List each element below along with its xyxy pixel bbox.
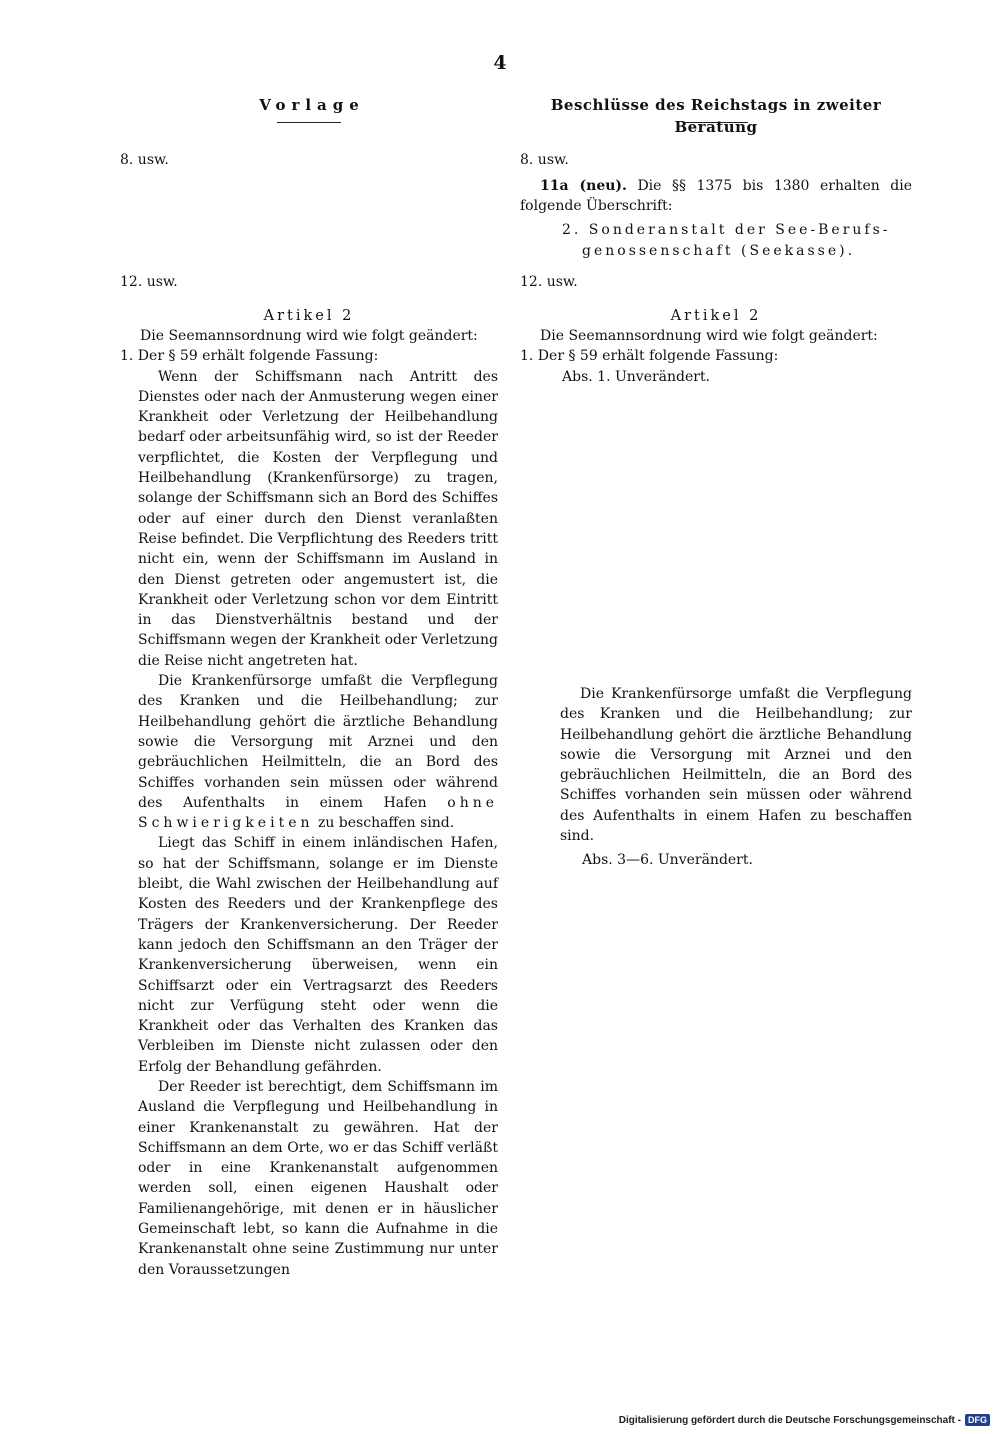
- paragraph-3-left: Liegt das Schiff in einem inländischen Hafen, so hat der Schiffsmann, solange er im Dienste bleibt, die Wahl zwischen der Heilbehandlung auf Kosten des Reeders und der Krankenpflege des Trägers der Krankenversicherung. Der Reeder kann jedoch den Schiffsmann an den Träger der Krankenversicherung überweisen, wenn ein Schiffsarzt oder ein Vertragsarzt des Reeders nicht zur Verfügung steht oder wenn die Krankheit oder das Verhalten des Kranken das Verbleiben im Dienste nicht zulassen oder den Erfolg der Behandlung gefährden.: [138, 835, 498, 1075]
- footer-text: Digitalisierung gefördert durch die Deutsche Forschungsgemeinschaft -: [618, 1414, 961, 1426]
- artikel-heading-left: Artikel 2: [263, 308, 355, 324]
- item-11a-label: 11a (neu).: [540, 178, 627, 194]
- page-number: 4: [493, 52, 507, 74]
- paragraph-1-left: Wenn der Schiffsmann nach Antritt des Dienstes oder nach der Anmusterung wegen einer Krankheit oder Verletzung der Heilbehandlung bedarf oder arbeitsunfähig wird, so ist der Reeder verpflichtet, die Kosten der Verpflegung und Heilbehandlung (Krankenfürsorge) zu tragen, solange der Schiffsmann sich an Bord des Schiffes oder auf einer durch den Dienst veranlaßten Reise befindet. Die Verpflichtung des Reeders tritt nicht ein, wenn der Schiffsmann im Ausland in den Dienst getreten oder angemustert ist, die Krankheit oder Verletzung schon vor dem Eintritt in das Dienstverhältnis bestand und der Schiffsmann wegen der Krankheit oder Verletzung die Reise nicht angetreten hat.: [138, 368, 498, 669]
- footer-credit: [619, 1414, 990, 1426]
- point-1-right: 1. Der § 59 erhält folgende Fassung:: [520, 348, 779, 365]
- paragraph-4-left: Der Reeder ist berechtigt, dem Schiffsmann im Ausland die Verpflegung und Heilbehandlung in einer Krankenanstalt zu gewähren. Hat der Schiffsmann an dem Orte, wo er das Schiff verläßt oder in eine Krankenanstalt aufgenommen werden soll, einen eigenen Haushalt oder Familienangehörige, mit denen er in häuslicher Gemeinschaft lebt, so kann die Aufnahme in die Krankenanstalt ohne seine Zustimmung nur unter den Voraussetzungen: [138, 1078, 498, 1278]
- body-right: [520, 326, 912, 387]
- sonderanstalt-heading: [520, 220, 954, 262]
- column-heading-beschluesse: Beschlüsse des Reichstags in zweiter Beratung: [550, 96, 882, 136]
- paragraph-2-left-main: Die Krankenfürsorge umfaßt die Verpflegung des Kranken und die Heilbehandlung; zur Heilbehandlung gehört die ärztliche Behandlung sowie die Versorgung mit Arznei und den gebräuchlichen Heilmitteln, die an Bord des Schiffes vorhanden sein müssen oder während des Aufenthalts in einem Hafen: [138, 673, 498, 811]
- artikel-heading-right: Artikel 2: [670, 308, 762, 324]
- paragraph-2-right-wrap: [520, 684, 912, 846]
- item-11a-paragraph: [520, 176, 912, 217]
- paragraph-2-left-emphasis: ohne Schwierigkeiten: [138, 794, 499, 832]
- item-8-right: 8. usw.: [520, 152, 569, 168]
- abs-3-6-right: Abs. 3—6. Unverändert.: [582, 852, 753, 868]
- item-12-left: 12. usw.: [120, 274, 178, 290]
- point-1-left: 1. Der § 59 erhält folgende Fassung:: [120, 348, 379, 365]
- sonderanstalt-line-2: genossenschaft (Seekasse).: [582, 243, 856, 259]
- abs-1-right: Abs. 1. Unverändert.: [562, 368, 711, 385]
- item-11a-right: [520, 176, 912, 217]
- item-11a-text: Die §§ 1375 bis 1380 erhalten die folgende Überschrift:: [520, 178, 912, 215]
- item-12-right: 12. usw.: [520, 274, 578, 290]
- column-vorlage: [120, 94, 499, 1278]
- sonderanstalt-line-1: 2. Sonderanstalt der See-Berufs-: [562, 222, 891, 238]
- intro-right: Die Seemannsordnung wird wie folgt geändert:: [540, 328, 878, 344]
- column-heading-vorlage: Vorlage: [259, 96, 365, 114]
- body-left: [120, 326, 498, 1280]
- heading-rule: [277, 122, 341, 123]
- item-8-left: 8. usw.: [120, 152, 169, 168]
- intro-left: Die Seemannsordnung wird wie folgt geändert:: [140, 328, 478, 344]
- paragraph-2-left-end: zu beschaffen sind.: [317, 815, 455, 832]
- column-beschluesse: [520, 94, 912, 868]
- paragraph-2-left: [138, 671, 498, 833]
- paragraph-2-right: Die Krankenfürsorge umfaßt die Verpflegung des Kranken und die Heilbehandlung; zur Heilbehandlung gehört die ärztliche Behandlung sowie die Versorgung mit Arznei und den gebräuchlichen Heilmitteln, die an Bord des Schiffes vorhanden sein müssen oder während des Aufenthalts in einem Hafen zu beschaffen sind.: [560, 686, 912, 845]
- dfg-logo: DFG: [965, 1414, 990, 1426]
